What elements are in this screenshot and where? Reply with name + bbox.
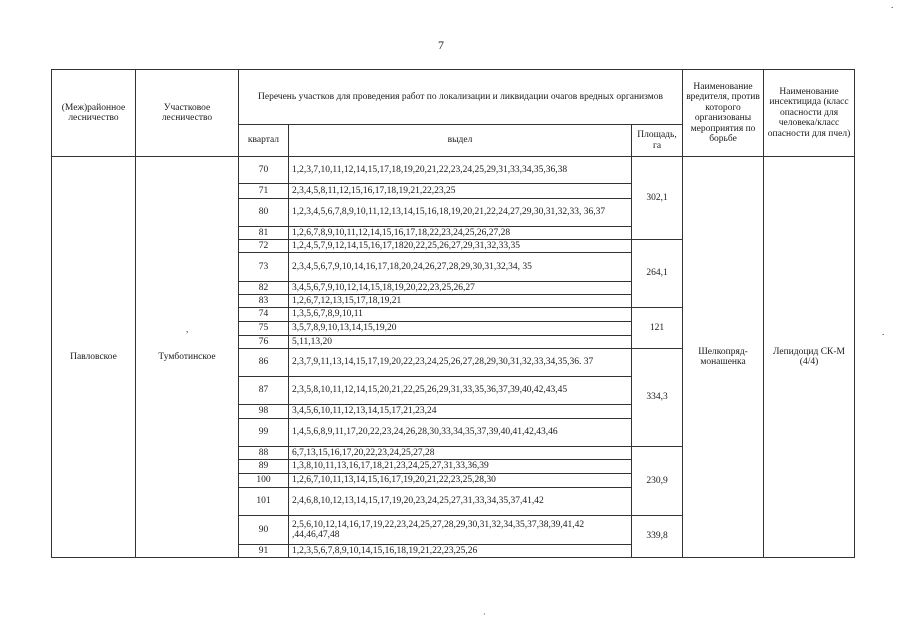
vydel-cell: 2,3,7,9,11,13,14,15,17,19,20,22,23,24,25,26,27,28,29,30,31,32,33,34,35,36. 37: [289, 349, 632, 377]
vydel-cell: 2,3,4,5,8,11,12,15,16,17,18,19,21,22,23,25: [289, 184, 632, 199]
header-district: (Меж)районное лесничество: [52, 70, 136, 157]
kvartal-cell: 80: [239, 199, 289, 227]
kvartal-cell: 91: [239, 545, 289, 558]
kvartal-cell: 75: [239, 322, 289, 336]
header-pest: Наименование вредителя, против которого организованы мероприятия по борьбе: [683, 70, 764, 157]
kvartal-cell: 82: [239, 282, 289, 295]
kvartal-cell: 73: [239, 253, 289, 282]
area-cell: 121: [632, 308, 683, 349]
page-number: 7: [438, 38, 444, 52]
vydel-cell: 2,5,6,10,12,14,16,17,19,22,23,24,25,27,28,29,30,31,32,34,35,37,38,39,41,42 ,44,46,47,48: [289, 516, 632, 545]
vydel-cell: 2,3,4,5,6,7,9,10,14,16,17,18,20,24,26,27,28,29,30,31,32,34, 35: [289, 253, 632, 282]
kvartal-cell: 100: [239, 474, 289, 488]
kvartal-cell: 88: [239, 447, 289, 460]
scan-mark: .: [891, 0, 894, 10]
kvartal-cell: 98: [239, 405, 289, 419]
kvartal-cell: 101: [239, 488, 289, 516]
vydel-cell: 3,4,5,6,7,9,10,12,14,15,18,19,20,22,23,25,26,27: [289, 282, 632, 295]
kvartal-cell: 87: [239, 377, 289, 405]
vydel-cell: 5,11,13,20: [289, 336, 632, 349]
vydel-cell: 6,7,13,15,16,17,20,22,23,24,25,27,28: [289, 447, 632, 460]
area-cell: 339,8: [632, 516, 683, 558]
kvartal-cell: 90: [239, 516, 289, 545]
kvartal-cell: 83: [239, 295, 289, 308]
header-vydel: выдел: [289, 125, 632, 157]
kvartal-cell: 72: [239, 240, 289, 253]
kvartal-cell: 86: [239, 349, 289, 377]
vydel-cell: 1,2,3,5,6,7,8,9,10,14,15,16,18,19,21,22,23,25,26: [289, 545, 632, 558]
vydel-cell: 2,3,5,8,10,11,12,14,15,20,21,22,25,26,29,31,33,35,36,37,39,40,42,43,45: [289, 377, 632, 405]
header-list-title: Перечень участков для проведения работ по локализации и ликвидации очагов вредных организмов: [239, 70, 683, 125]
pest-cell: Шелкопряд-монашенка: [683, 157, 764, 558]
area-cell: 302,1: [632, 157, 683, 240]
vydel-cell: 3,5,7,8,9,10,13,14,15,19,20: [289, 322, 632, 336]
insecticide-cell: Лепидоцид СК-М (4/4): [764, 157, 855, 558]
vydel-cell: 1,2,6,7,10,11,13,14,15,16,17,19,20,21,22,23,25,28,30: [289, 474, 632, 488]
vydel-cell: 1,4,5,6,8,9,11,17,20,22,23,24,26,28,30,33,34,35,37,39,40,41,42,43,46: [289, 419, 632, 447]
kvartal-cell: 70: [239, 157, 289, 184]
header-area: Площадь, га: [632, 125, 683, 157]
area-cell: 264,1: [632, 240, 683, 308]
vydel-cell: 3,4,5,6,10,11,12,13,14,15,17,21,23,24: [289, 405, 632, 419]
vydel-cell: 1,2,4,5,7,9,12,14,15,16,17,1820,22,25,26,27,29,31,32,33,35: [289, 240, 632, 253]
vydel-cell: 1,2,6,7,8,9,10,11,12,14,15,16,17,18,22,23,24,25,26,27,28: [289, 227, 632, 240]
header-kvartal: квартал: [239, 125, 289, 157]
vydel-cell: 1,3,5,6,7,8,9,10,11: [289, 308, 632, 322]
scan-mark: .: [882, 327, 885, 337]
header-local: Участковое лесничество: [136, 70, 239, 157]
scan-mark: ,: [186, 324, 189, 334]
kvartal-cell: 81: [239, 227, 289, 240]
district-cell: Павловское: [52, 157, 136, 558]
kvartal-cell: 76: [239, 336, 289, 349]
area-cell: 230,9: [632, 447, 683, 516]
kvartal-cell: 89: [239, 460, 289, 474]
scan-mark: ·: [483, 610, 486, 619]
vydel-cell: 1,2,6,7,12,13,15,17,18,19,21: [289, 295, 632, 308]
local-cell: Тумботинское: [136, 157, 239, 558]
vydel-cell: 2,4,6,8,10,12,13,14,15,17,19,20,23,24,25,27,31,33,34,35,37,41,42: [289, 488, 632, 516]
work-areas-table: [51, 69, 855, 558]
vydel-cell: 1,2,3,7,10,11,12,14,15,17,18,19,20,21,22,23,24,25,29,31,33,34,35,36,38: [289, 157, 632, 184]
kvartal-cell: 99: [239, 419, 289, 447]
kvartal-cell: 74: [239, 308, 289, 322]
vydel-cell: 1,3,8,10,11,13,16,17,18,21,23,24,25,27,31,33,36,39: [289, 460, 632, 474]
area-cell: 334,3: [632, 349, 683, 447]
kvartal-cell: 71: [239, 184, 289, 199]
header-insecticide: Наименование инсектицида (класс опасности для человека/класс опасности для пчел): [764, 70, 855, 157]
vydel-cell: 1,2,3,4,5,6,7,8,9,10,11,12,13,14,15,16,18,19,20,21,22,24,27,29,30,31,32,33, 36,37: [289, 199, 632, 227]
